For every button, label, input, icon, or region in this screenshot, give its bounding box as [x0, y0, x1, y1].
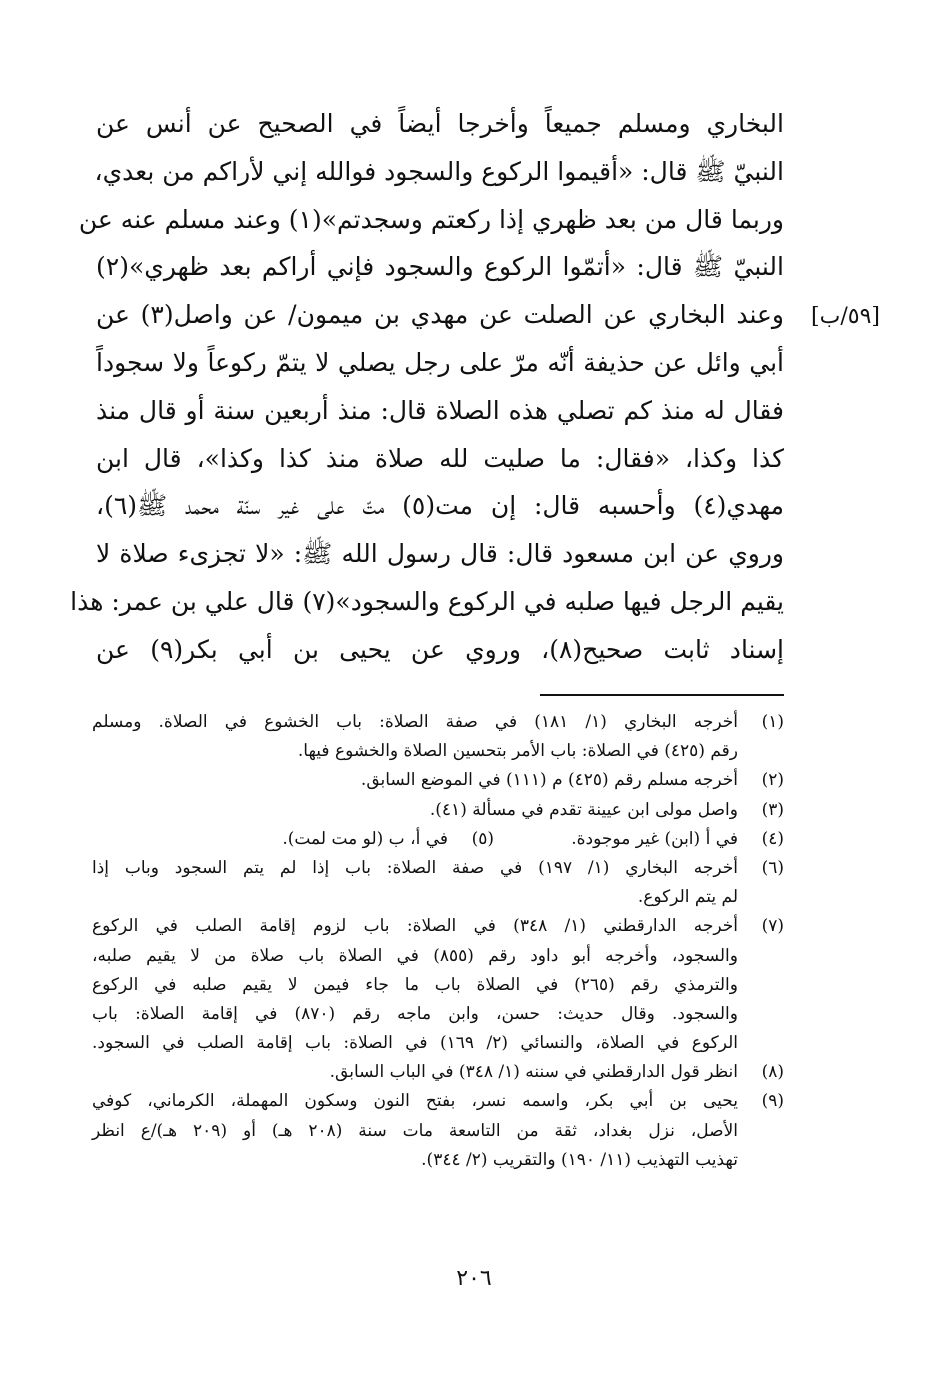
footnote	[92, 708, 784, 766]
footnote-number: (٣)	[761, 799, 784, 820]
footnote-line: أخرجه مسلم رقم (٤٢٥) م (١١١) في الموضع السابق.	[360, 770, 738, 791]
footnote	[92, 766, 784, 795]
main-text-line: مهدي(٤) وأحسبه قال: إن مت(٥) متّ على غير سنّة محمد ﷺ(٦)،	[96, 491, 784, 521]
main-text-line: أبي وائل عن حذيفة أنّه مرّ على رجل يصلي لا يتمّ ركوعاً ولا سجوداً	[96, 347, 784, 377]
footnote-line: والسجود. وقال حديث: حسن، وابن ماجه رقم (٨٧٠) في إقامة الصلاة: باب	[92, 1003, 738, 1024]
footnote-line: واصل مولى ابن عيينة تقدم في مسألة (٤١).	[429, 799, 738, 820]
footnote-number: (٢)	[761, 770, 784, 791]
main-text-line: إسناد ثابت صحيح(٨)، وروي عن يحيى بن أبي بكر(٩) عن	[96, 634, 784, 664]
footnote-number: (٨)	[761, 1062, 784, 1083]
footnote-line: لم يتم الركوع.	[637, 887, 738, 908]
footnote	[92, 1087, 784, 1175]
footnote-number: (٩)	[761, 1091, 784, 1112]
footnote-line: الركوع في الصلاة، والنسائي (٢/ ١٦٩) في الصلاة: باب إقامة الصلب في السجود.	[92, 1033, 739, 1054]
main-text-line: فقال له منذ كم تصلي هذه الصلاة قال: منذ أربعين سنة أو قال منذ	[96, 395, 784, 425]
footnote	[92, 1058, 784, 1087]
main-text-line: وعند البخاري عن الصلت عن مهدي بن ميمون/ عن واصل(٣) عن	[96, 300, 784, 330]
footnotes	[92, 708, 784, 1175]
footnote-line: والسجود، وأخرجه أبو داود رقم (٨٥٥) في الصلاة باب صلاة من لا يقيم صلبه،	[92, 945, 738, 966]
footnote-pair	[92, 825, 784, 854]
footnote-text: في أ (ابن) غير موجودة.	[571, 828, 738, 849]
footnote-line: والترمذي رقم (٢٦٥) في الصلاة باب ما جاء فيمن لا يقيم صلبه في الركوع	[92, 974, 738, 995]
footnote-line: يحيى بن أبي بكر، واسمه نسر، بفتح النون وسكون المهملة، الكرماني، كوفي	[92, 1091, 738, 1112]
footnote-line: أخرجه البخاري (١/ ١٨١) في صفة الصلاة: باب الخشوع في الصلاة. ومسلم	[92, 712, 738, 732]
main-text-block	[70, 100, 784, 674]
footnote-line: رقم (٤٢٥) في الصلاة: باب الأمر بتحسين الصلاة والخشوع فيها.	[297, 741, 738, 762]
main-text-line: وروي عن ابن مسعود قال: قال رسول الله ﷺ: «لا تجزىء صلاة لا	[96, 539, 784, 569]
footnote-number: (٤)	[761, 828, 784, 849]
footnote-line: أخرجه الدارقطني (١/ ٣٤٨) في الصلاة: باب لزوم إقامة الصلب في الركوع	[92, 916, 738, 937]
footnote	[92, 796, 784, 825]
footnote-line: انظر قول الدارقطني في سننه (١/ ٣٤٨) في الباب السابق.	[329, 1062, 738, 1083]
footnote	[92, 912, 784, 1058]
footnote	[92, 854, 784, 912]
footnote-line: تهذيب التهذيب (١١/ ١٩٠) والتقريب (٢/ ٣٤٤).	[421, 1149, 738, 1170]
footnote-separator	[540, 694, 784, 696]
footnote-line: الأصل، نزل بغداد، ثقة من التاسعة مات سنة (٢٠٨ هـ) أو (٢٠٩ هـ)/ع انظر	[92, 1120, 738, 1141]
footnote-number: (٥)	[471, 828, 494, 849]
footnote-number: (١)	[761, 712, 784, 732]
main-text-line: يقيم الرجل فيها صلبه في الركوع والسجود»(٧) قال علي بن عمر: هذا	[70, 586, 784, 616]
page-number: ٢٠٦	[456, 1266, 492, 1291]
footnote-text: في أ، ب (لو مت لمت).	[282, 828, 448, 849]
footnote-line: أخرجه البخاري (١/ ١٩٧) في صفة الصلاة: باب إذا لم يتم السجود وباب إذا	[92, 857, 738, 878]
margin-manuscript-reference: [٥٩/ب]	[811, 304, 880, 329]
footnote-number: (٧)	[761, 916, 784, 937]
main-text-line: النبيّ ﷺ قال: «أقيموا الركوع والسجود فوالله إني لأراكم من بعدي،	[94, 156, 784, 186]
main-text-line: كذا وكذا، «فقال: ما صليت لله صلاة منذ كذا وكذا»، قال ابن	[96, 443, 784, 473]
footnote-number: (٦)	[761, 857, 784, 878]
main-text-line: النبيّ ﷺ قال: «أتمّوا الركوع والسجود فإني أراكم بعد ظهري»(٢)	[96, 252, 784, 282]
main-text-line: وربما قال من بعد ظهري إذا ركعتم وسجدتم»(١) وعند مسلم عنه عن	[78, 204, 784, 234]
main-text-line: البخاري ومسلم جميعاً وأخرجا أيضاً في الصحيح عن أنس عن	[96, 109, 784, 138]
